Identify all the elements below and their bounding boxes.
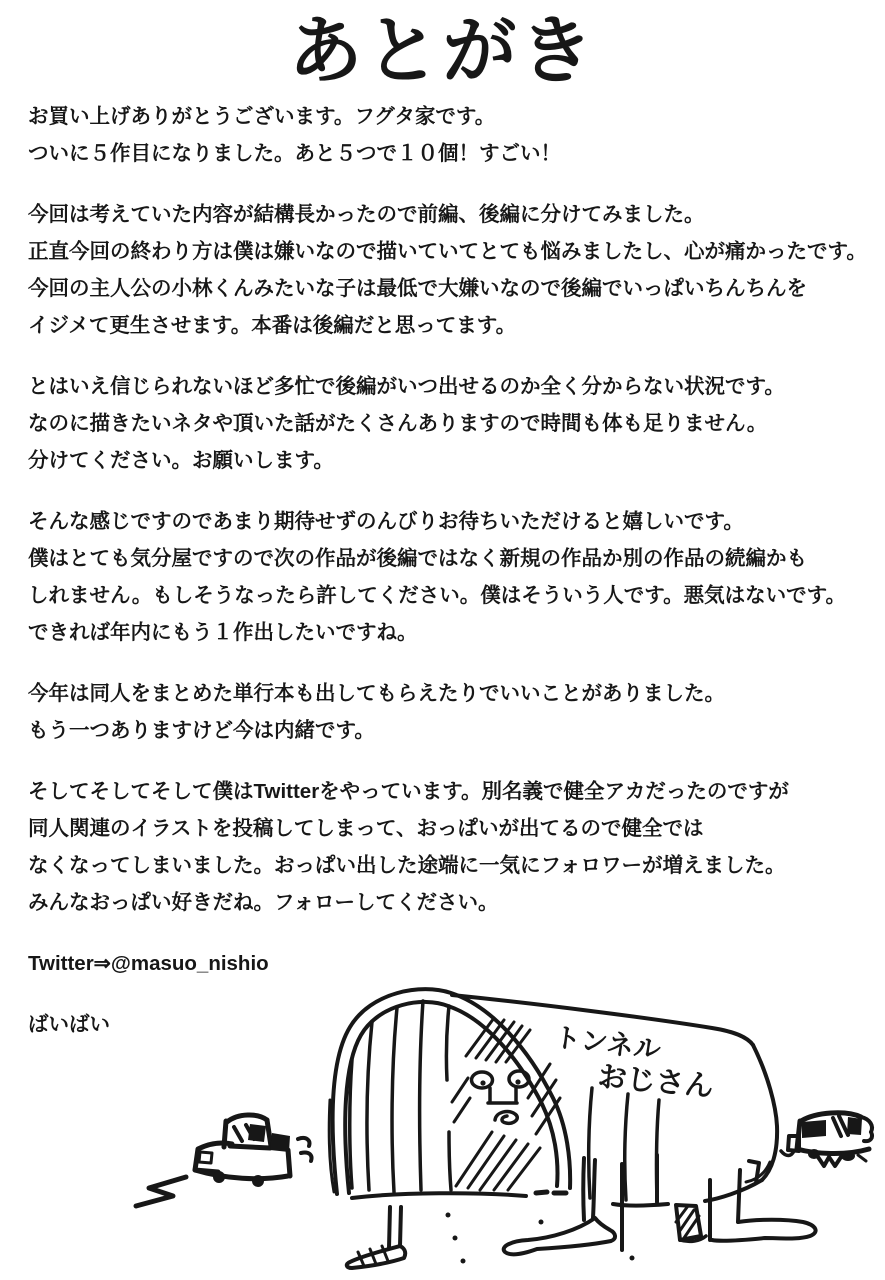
left-truck-drawing — [136, 1115, 312, 1206]
truck-rear-fill — [270, 1133, 290, 1152]
car-window-fill-left — [802, 1120, 826, 1138]
text-line: 同人関連のイラストを投稿してしまって、おっぱいが出てるので健全では — [28, 817, 704, 840]
truck-wheel-rear — [252, 1175, 264, 1187]
car-window-fill-right — [847, 1117, 862, 1135]
paragraph — [28, 196, 885, 344]
right-pupil — [515, 1079, 520, 1084]
truck-wheel-front — [213, 1171, 225, 1183]
text-line: 今年は同人をまとめた単行本も出してもらえたりでいいことがありました。 — [28, 682, 725, 705]
car-front-box — [788, 1136, 799, 1151]
paragraph — [28, 368, 885, 479]
right-foot — [712, 1220, 816, 1241]
mouth — [495, 1112, 517, 1124]
sketch-labels — [552, 1022, 714, 1103]
text-line: 今回の主人公の小林くんみたいな子は最低で大嫌いなので後編でいっぱいちんちんを — [28, 277, 807, 300]
tunnel-face — [472, 1071, 530, 1123]
paragraph-list — [28, 98, 885, 921]
tunnel-ojisan-sketch — [0, 970, 885, 1280]
right-car-drawing — [781, 1113, 872, 1166]
nose — [488, 1087, 517, 1103]
text-line: 分けてください。お願いします。 — [28, 449, 334, 472]
tunnel-arch-inner — [345, 1002, 557, 1193]
car-wheel-rear — [841, 1151, 855, 1161]
signoff: ばいばい — [28, 1013, 110, 1036]
tunnel-right-edge — [753, 1045, 777, 1180]
left-pupil — [480, 1080, 485, 1085]
truck-front-window — [199, 1152, 212, 1163]
car-rear-hook — [861, 1117, 872, 1141]
mid-foot — [504, 1218, 615, 1254]
page-title: あとがき — [288, 11, 597, 93]
text-line: そしてそしてそして僕はTwitterをやっています。別名義で健全アカだったのですが — [28, 780, 789, 803]
tunnel-opening-bottom — [352, 1193, 526, 1198]
text-line: ついに５作目になりました。あと５つで１０個！すごい！ — [28, 142, 561, 165]
twitter-handle: Twitter⇒@masuo_nishio — [28, 952, 269, 975]
thin-leg — [622, 1155, 657, 1250]
text-line: 正直今回の終わり方は僕は嫌いなので描いていてとても悩みましたし、心が痛かったです。 — [28, 240, 867, 263]
text-line: そんな感じですのであまり期待せずのんびりお待ちいただけると嬉しいです。 — [28, 510, 744, 533]
text-line: もう一つありますけど今は内緒です。 — [28, 719, 375, 742]
truck-window-fill — [248, 1124, 266, 1142]
car-motion-w — [818, 1157, 841, 1166]
text-line: できれば年内にもう１作出したいですね。 — [28, 621, 418, 644]
afterword-text — [28, 98, 885, 1043]
tunnel-bottom-right — [705, 1180, 762, 1201]
text-line: 今回は考えていた内容が結構長かったので前編、後編に分けてみました。 — [28, 203, 705, 226]
text-line: なくなってしまいました。おっぱい出した途端に一気にフォロワーが増えました。 — [28, 854, 786, 877]
text-line: なのに描きたいネタや頂いた話がたくさんありますので時間も体も足りません。 — [28, 412, 768, 435]
paragraph — [28, 503, 885, 651]
text-line: イジメて更生させます。本番は後編だと思ってます。 — [28, 314, 517, 337]
car-window-lines — [833, 1116, 848, 1136]
front-left-leg — [389, 1207, 401, 1248]
text-line: お買い上げありがとうございます。フグタ家です。 — [28, 105, 496, 128]
hatched-leg — [676, 1205, 701, 1240]
text-line: とはいえ信じられないほど多忙で後編がいつ出せるのか全く分からない状況です。 — [28, 375, 785, 398]
truck-roof — [227, 1115, 267, 1122]
right-leg-b — [738, 1161, 759, 1222]
paragraph — [28, 773, 885, 921]
left-eye — [472, 1072, 493, 1088]
truck-exhaust-marks — [298, 1138, 312, 1161]
paragraph — [28, 675, 885, 749]
sketch-label-line1: トンネル — [552, 1022, 663, 1066]
opening-bottom-dash — [536, 1192, 566, 1193]
sketch-label-line2: おじさん — [596, 1061, 715, 1104]
car-underline — [858, 1155, 866, 1161]
truck-speed-zigzag — [136, 1177, 186, 1206]
tunnel-legs — [347, 1155, 816, 1268]
text-line: みんなおっぱい好きだね。フォローしてください。 — [28, 891, 499, 914]
paragraph — [28, 98, 885, 172]
text-line: しれません。もしそうなったら許してください。僕はそういう人です。悪気はないです。 — [28, 584, 846, 607]
text-line: 僕はとても気分屋ですので次の作品が後編ではなく新規の作品か別の作品の続編かも — [28, 547, 807, 570]
